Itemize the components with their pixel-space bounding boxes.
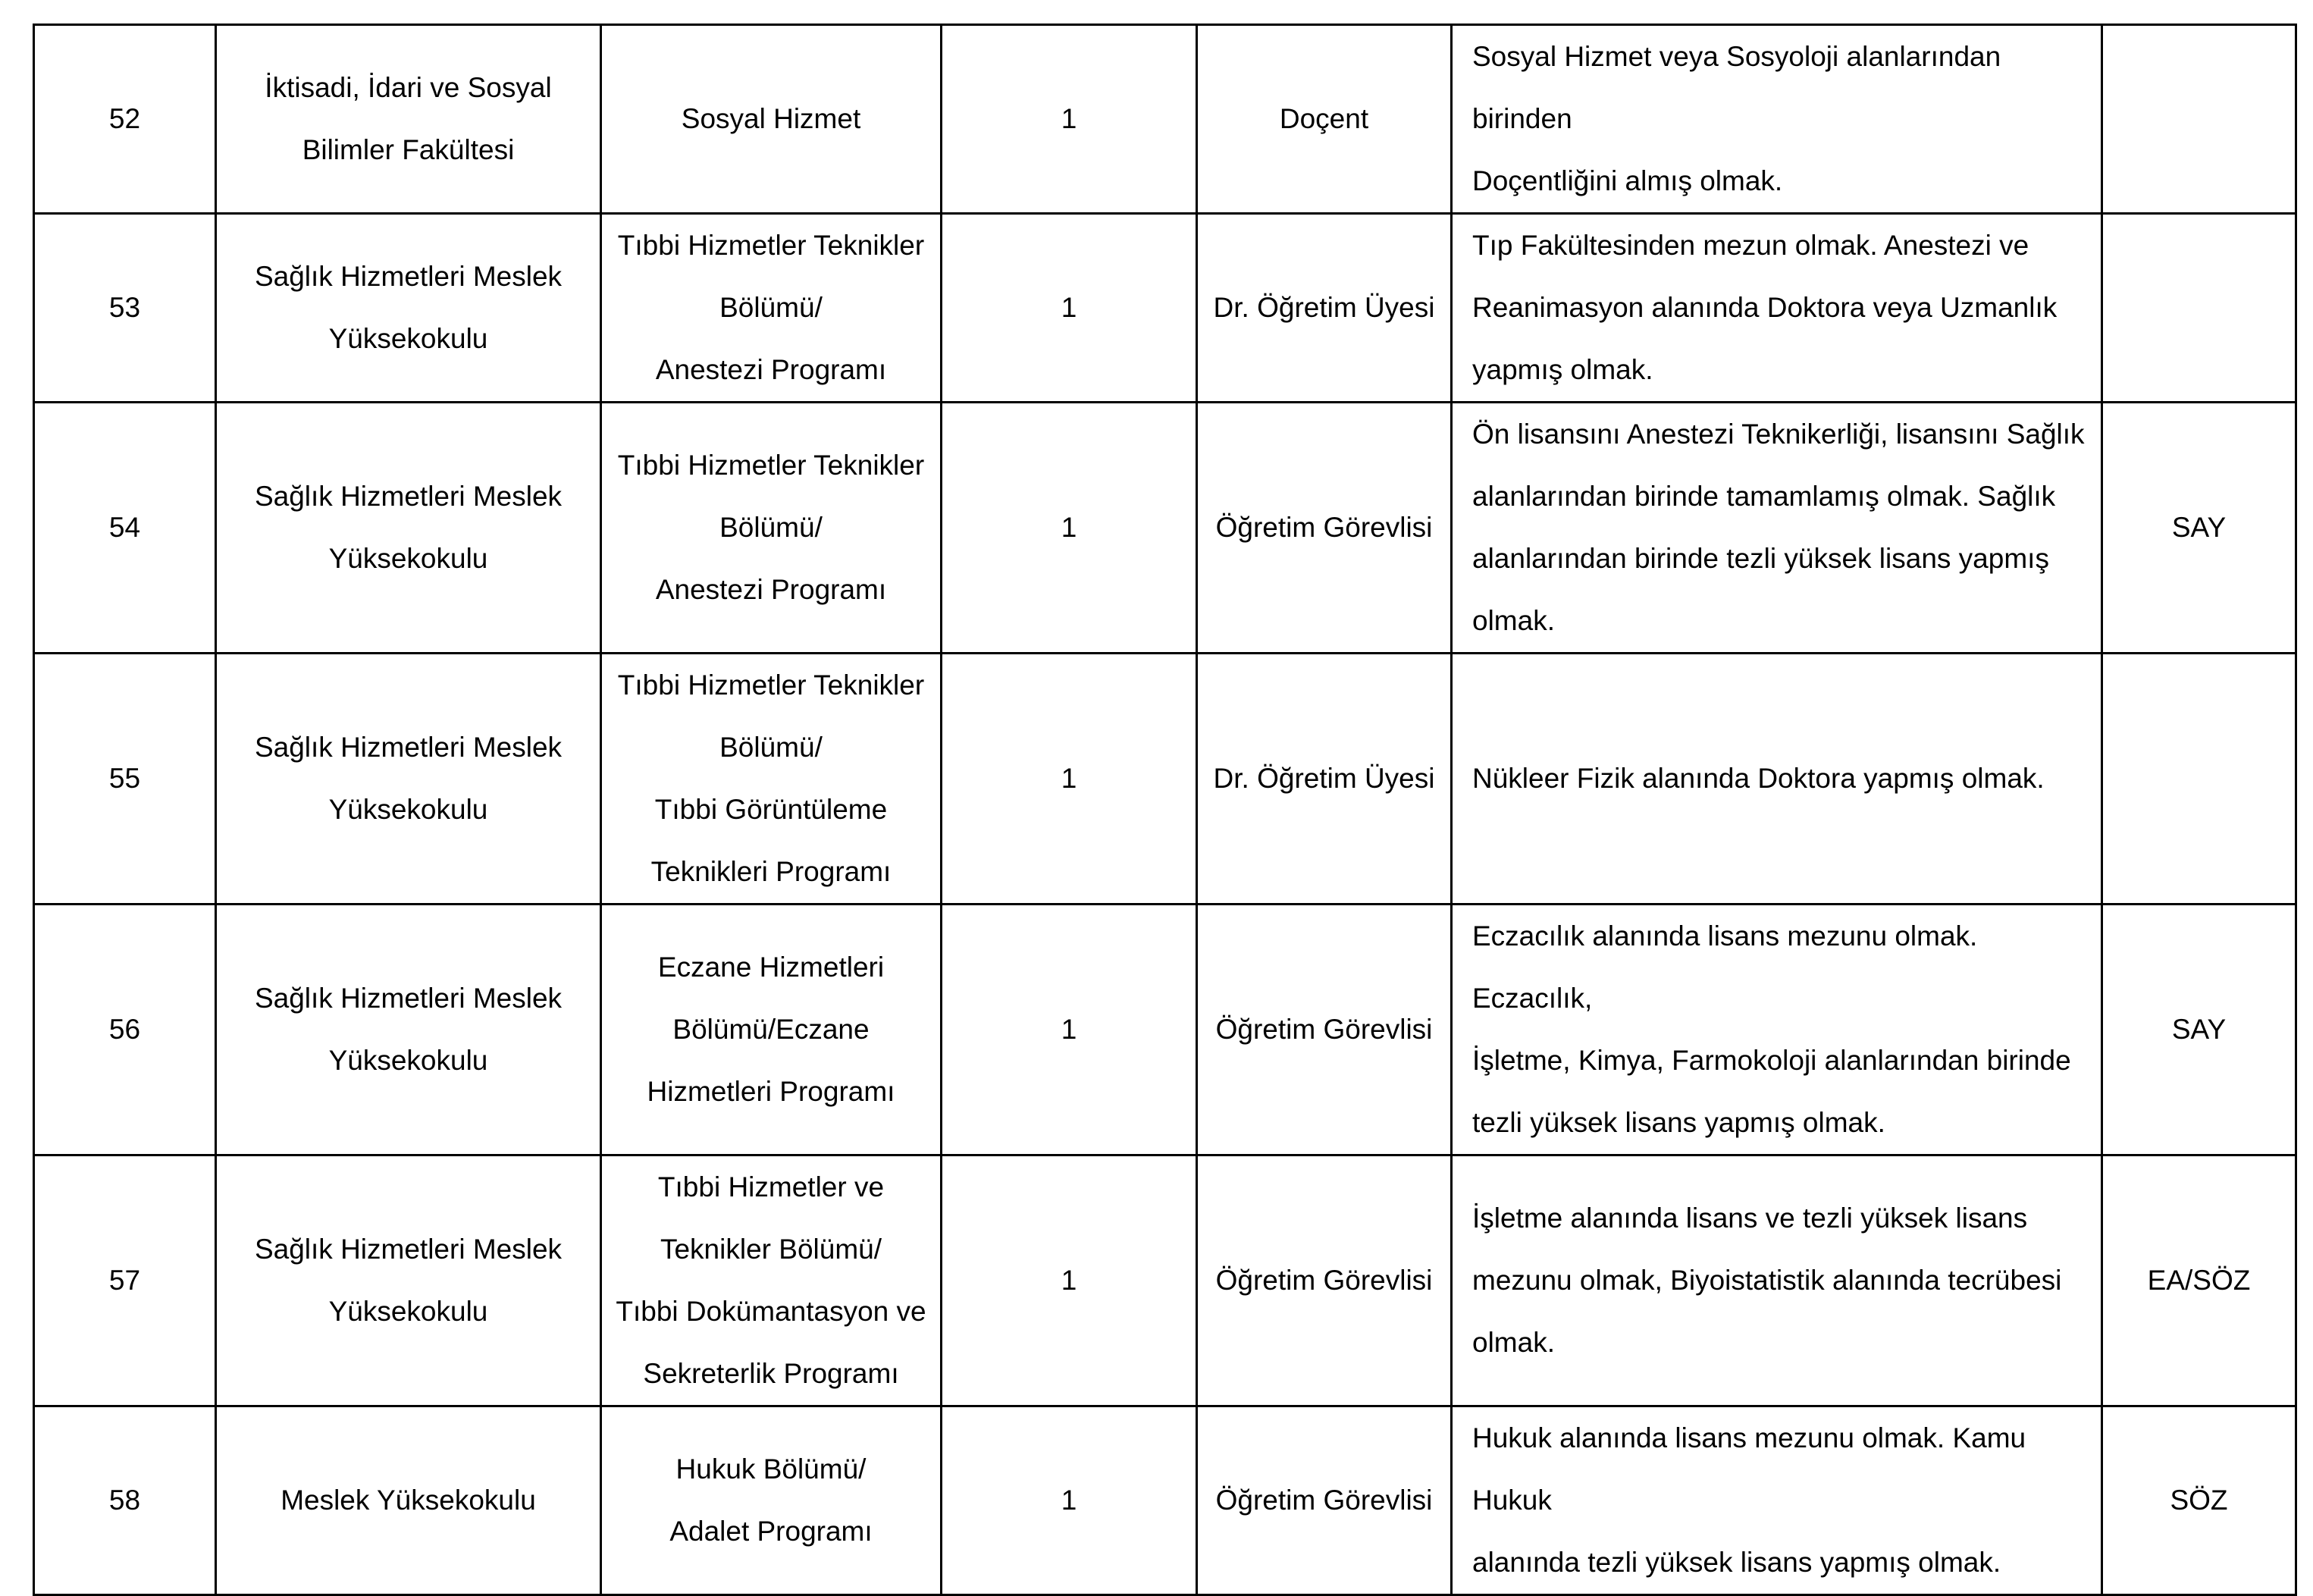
unit-line: Bilimler Fakültesi (302, 134, 515, 165)
department-cell (601, 654, 942, 905)
exam-score-type-cell (2102, 25, 2296, 214)
department-line: Sosyal Hizmet (681, 103, 861, 134)
department-cell (601, 403, 942, 654)
department-line: Sekreterlik Programı (643, 1358, 899, 1389)
requirements-cell (1452, 905, 2102, 1155)
department-line: Tıbbi Hizmetler ve (657, 1171, 885, 1202)
requirements-line: İşletme alanında lisans ve tezli yüksek lisans (1472, 1202, 2028, 1234)
unit-line: Sağlık Hizmetleri Meslek (254, 732, 563, 763)
position-count-cell: 1 (942, 1155, 1197, 1406)
table-row (34, 403, 2296, 654)
department-line: Anestezi Programı (655, 574, 887, 605)
department-cell (601, 1155, 942, 1406)
table-body (34, 25, 2296, 1595)
position-table-container (33, 24, 2295, 1596)
position-table (33, 24, 2297, 1596)
department-line: Teknikleri Programı (650, 856, 892, 887)
exam-score-type-cell: EA/SÖZ (2102, 1155, 2296, 1406)
row-number-cell: 52 (34, 25, 216, 214)
department-line: Tıbbi Görüntüleme (654, 794, 888, 825)
position-count-cell: 1 (942, 403, 1197, 654)
department-line: Tıbbi Hizmetler Teknikler (617, 230, 925, 261)
requirements-line: Nükleer Fizik alanında Doktora yapmış olmak. (1472, 763, 2045, 794)
position-count-cell: 1 (942, 214, 1197, 403)
requirements-line: olmak. (1472, 1327, 1555, 1358)
department-line: Bölümü/Eczane (672, 1014, 870, 1045)
requirements-line: alanlarından birinde tamamlamış olmak. Sağlık (1472, 481, 2056, 512)
row-number-cell: 54 (34, 403, 216, 654)
academic-title-cell: Doçent (1197, 25, 1452, 214)
unit-cell (216, 1406, 601, 1595)
requirements-line: Reanimasyon alanında Doktora veya Uzmanlık (1472, 292, 2058, 323)
academic-title-cell: Dr. Öğretim Üyesi (1197, 654, 1452, 905)
requirements-line: Ön lisansını Anestezi Teknikerliği, lisansını Sağlık (1472, 419, 2085, 450)
unit-line: Yüksekokulu (328, 1296, 488, 1327)
department-line: Bölümü/ (719, 512, 823, 543)
unit-line: İktisadi, İdari ve Sosyal (265, 72, 552, 103)
position-count-cell: 1 (942, 1406, 1197, 1595)
requirements-line: alanında tezli yüksek lisans yapmış olmak. (1472, 1547, 2001, 1578)
department-line: Hizmetleri Programı (647, 1076, 895, 1107)
requirements-line: İşletme, Kimya, Farmokoloji alanlarından birinde (1472, 1045, 2071, 1076)
unit-line: Meslek Yüksekokulu (281, 1485, 536, 1516)
position-count-cell: 1 (942, 654, 1197, 905)
requirements-line: mezunu olmak, Biyoistatistik alanında tecrübesi (1472, 1265, 2062, 1296)
department-line: Eczane Hizmetleri (657, 952, 885, 983)
requirements-cell (1452, 25, 2102, 214)
unit-cell (216, 905, 601, 1155)
department-line: Tıbbi Hizmetler Teknikler (617, 669, 925, 701)
academic-title-cell: Öğretim Görevlisi (1197, 905, 1452, 1155)
row-number-cell: 58 (34, 1406, 216, 1595)
department-line: Adalet Programı (669, 1516, 873, 1547)
unit-cell (216, 403, 601, 654)
department-line: Hukuk Bölümü/ (675, 1453, 867, 1485)
exam-score-type-cell: SAY (2102, 403, 2296, 654)
department-cell (601, 25, 942, 214)
row-number-cell: 57 (34, 1155, 216, 1406)
academic-title-cell: Öğretim Görevlisi (1197, 1155, 1452, 1406)
department-line: Bölümü/ (719, 732, 823, 763)
unit-cell (216, 654, 601, 905)
academic-title-cell: Öğretim Görevlisi (1197, 1406, 1452, 1595)
unit-line: Yüksekokulu (328, 543, 488, 574)
unit-line: Sağlık Hizmetleri Meslek (254, 481, 563, 512)
department-line: Tıbbi Hizmetler Teknikler (617, 450, 925, 481)
table-row (34, 214, 2296, 403)
row-number-cell: 56 (34, 905, 216, 1155)
requirements-line: tezli yüksek lisans yapmış olmak. (1472, 1107, 1885, 1138)
requirements-line: Doçentliğini almış olmak. (1472, 165, 1783, 196)
table-row (34, 1155, 2296, 1406)
position-count-cell: 1 (942, 25, 1197, 214)
department-line: Tıbbi Dokümantasyon ve (616, 1296, 926, 1327)
unit-cell (216, 214, 601, 403)
requirements-line: Hukuk alanında lisans mezunu olmak. Kamu Hukuk (1472, 1422, 2026, 1516)
requirements-cell (1452, 1155, 2102, 1406)
unit-line: Yüksekokulu (328, 1045, 488, 1076)
department-cell (601, 1406, 942, 1595)
requirements-line: Sosyal Hizmet veya Sosyoloji alanlarından birinden (1472, 41, 2001, 134)
unit-line: Sağlık Hizmetleri Meslek (254, 1234, 563, 1265)
requirements-cell (1452, 1406, 2102, 1595)
exam-score-type-cell (2102, 214, 2296, 403)
exam-score-type-cell (2102, 654, 2296, 905)
academic-title-cell: Dr. Öğretim Üyesi (1197, 214, 1452, 403)
row-number-cell: 55 (34, 654, 216, 905)
requirements-line: yapmış olmak. (1472, 354, 1653, 385)
unit-line: Yüksekokulu (328, 794, 488, 825)
requirements-cell (1452, 403, 2102, 654)
department-cell (601, 214, 942, 403)
requirements-cell (1452, 654, 2102, 905)
unit-line: Sağlık Hizmetleri Meslek (254, 261, 563, 292)
position-count-cell: 1 (942, 905, 1197, 1155)
department-line: Teknikler Bölümü/ (660, 1234, 882, 1265)
department-line: Bölümü/ (719, 292, 823, 323)
table-row (34, 25, 2296, 214)
unit-line: Sağlık Hizmetleri Meslek (254, 983, 563, 1014)
unit-cell (216, 1155, 601, 1406)
department-cell (601, 905, 942, 1155)
table-row (34, 654, 2296, 905)
requirements-cell (1452, 214, 2102, 403)
requirements-line: Eczacılık alanında lisans mezunu olmak. Eczacılık, (1472, 920, 1978, 1014)
academic-title-cell: Öğretim Görevlisi (1197, 403, 1452, 654)
requirements-line: olmak. (1472, 605, 1555, 636)
table-row (34, 905, 2296, 1155)
table-row (34, 1406, 2296, 1595)
requirements-line: alanlarından birinde tezli yüksek lisans yapmış (1472, 543, 2049, 574)
unit-line: Yüksekokulu (328, 323, 488, 354)
department-line: Anestezi Programı (655, 354, 887, 385)
requirements-line: Tıp Fakültesinden mezun olmak. Anestezi ve (1472, 230, 2029, 261)
unit-cell (216, 25, 601, 214)
exam-score-type-cell: SÖZ (2102, 1406, 2296, 1595)
row-number-cell: 53 (34, 214, 216, 403)
exam-score-type-cell: SAY (2102, 905, 2296, 1155)
